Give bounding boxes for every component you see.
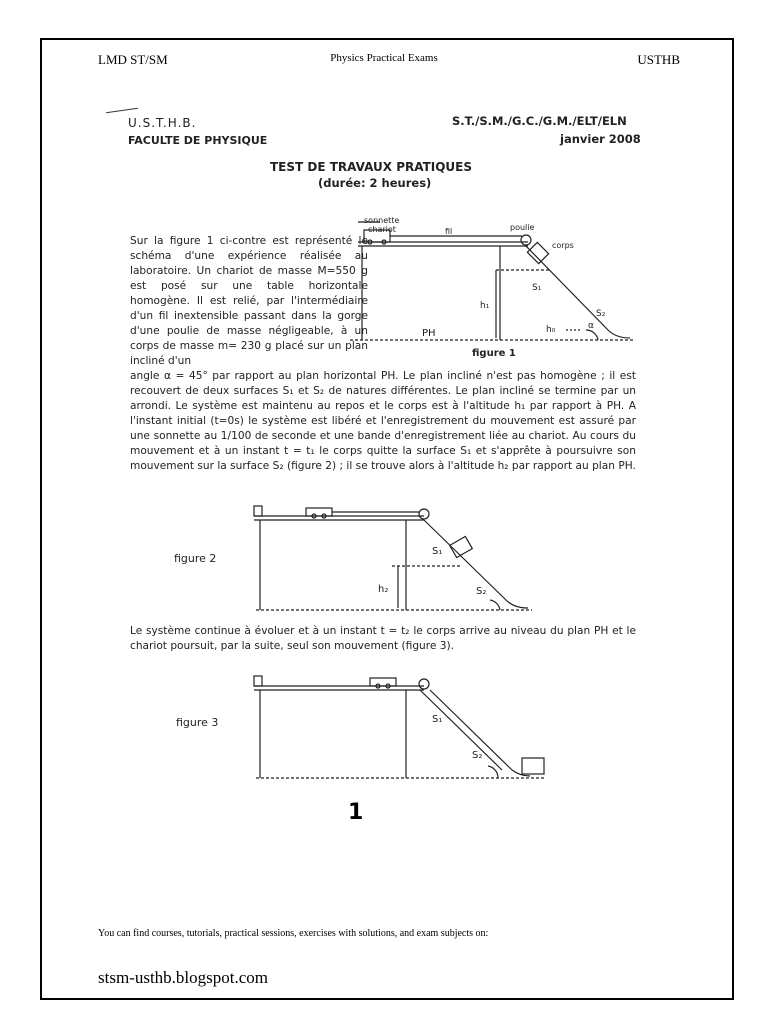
fig3-label-s2: S₂ (472, 750, 483, 761)
pulley (521, 235, 531, 245)
faculty-name: FACULTE DE PHYSIQUE (128, 134, 268, 147)
fig2-label-s2: S₂ (476, 586, 487, 597)
label-chariot: chariot (368, 225, 396, 234)
figure-1-diagram (350, 212, 640, 362)
fig2-label-s1: S₁ (432, 546, 443, 557)
figure-3-caption: figure 3 (176, 716, 219, 729)
label-fil: fil (445, 227, 453, 236)
page-number: 1 (348, 800, 364, 825)
paragraph-intro: Sur la figure 1 ci-contre est représenté le schéma d'une expérience réalisée au laboratoire. Un chariot de masse M=550 g est posé sur une table horizontale homogène. Il est relié, par l'intermédiaire d'un fil inextensible passant dans la gorge d'une poulie de masse négligeable, à un corps de masse m= 230 g placé sur un plan incliné d'un (130, 235, 368, 367)
university-name: U.S.T.H.B. (128, 116, 197, 130)
programs: S.T./S.M./G.C./G.M./ELT/ELN (452, 114, 627, 128)
label-s2: S₂ (596, 309, 606, 319)
exam-date: janvier 2008 (560, 132, 641, 146)
label-ph: PH (422, 328, 436, 339)
figure-3-diagram (170, 668, 550, 790)
fig2-label-h2: h₂ (378, 584, 389, 595)
label-alpha: α (588, 321, 594, 331)
label-h0: h₀ (546, 325, 556, 335)
header-left: LMD ST/SM (98, 52, 168, 67)
header-right: USTHB (637, 52, 680, 67)
paragraph-continuation: Le système continue à évoluer et à un instant t = t₂ le corps arrive au niveau du plan PH et le chariot poursuit, par la suite, seul son mouvement (figure 3). (130, 625, 636, 652)
mass-body (527, 242, 548, 263)
label-sonnette: sonnette (364, 216, 400, 225)
header-center: Physics Practical Exams (330, 52, 438, 64)
label-poulie: poulie (510, 223, 535, 232)
paragraph-description: angle α = 45° par rapport au plan horizontal PH. Le plan incliné n'est pas homogène ; il est recouvert de deux surfaces S₁ et S₂ de natures différentes. Le plan incliné se termine par un arrondi. Le système est maintenu au repos et le corps est à l'altitude h₁ par rapport à PH. A l'instant initial (t=0s) le système est libéré et l'enregistrement du mouvement est assuré par une sonnette au 1/100 de seconde et une bande d'enregistrement liée au chariot. Au cours du mouvement et à un instant t = t₁ le corps quitte la surface S₁ et s'apprête à poursuivre son mouvement sur la surface S₂ (figure 2) ; il se trouve alors à l'altitude h₂ par rapport au plan PH. (130, 370, 636, 472)
label-s1: S₁ (532, 283, 542, 293)
exam-title: TEST DE TRAVAUX PRATIQUES (270, 160, 473, 174)
figure-1-caption: figure 1 (472, 348, 516, 359)
fig3-label-s1: S₁ (432, 714, 443, 725)
figure-2-diagram (170, 496, 550, 618)
label-h1: h₁ (480, 301, 490, 311)
figure-2-caption: figure 2 (174, 552, 217, 565)
label-corps: corps (552, 241, 574, 250)
exam-duration: (durée: 2 heures) (318, 176, 432, 190)
footer-site-link[interactable]: stsm-usthb.blogspot.com (98, 968, 269, 987)
footer-note: You can find courses, tutorials, practical sessions, exercises with solutions, and exam subjects on: (98, 928, 489, 939)
